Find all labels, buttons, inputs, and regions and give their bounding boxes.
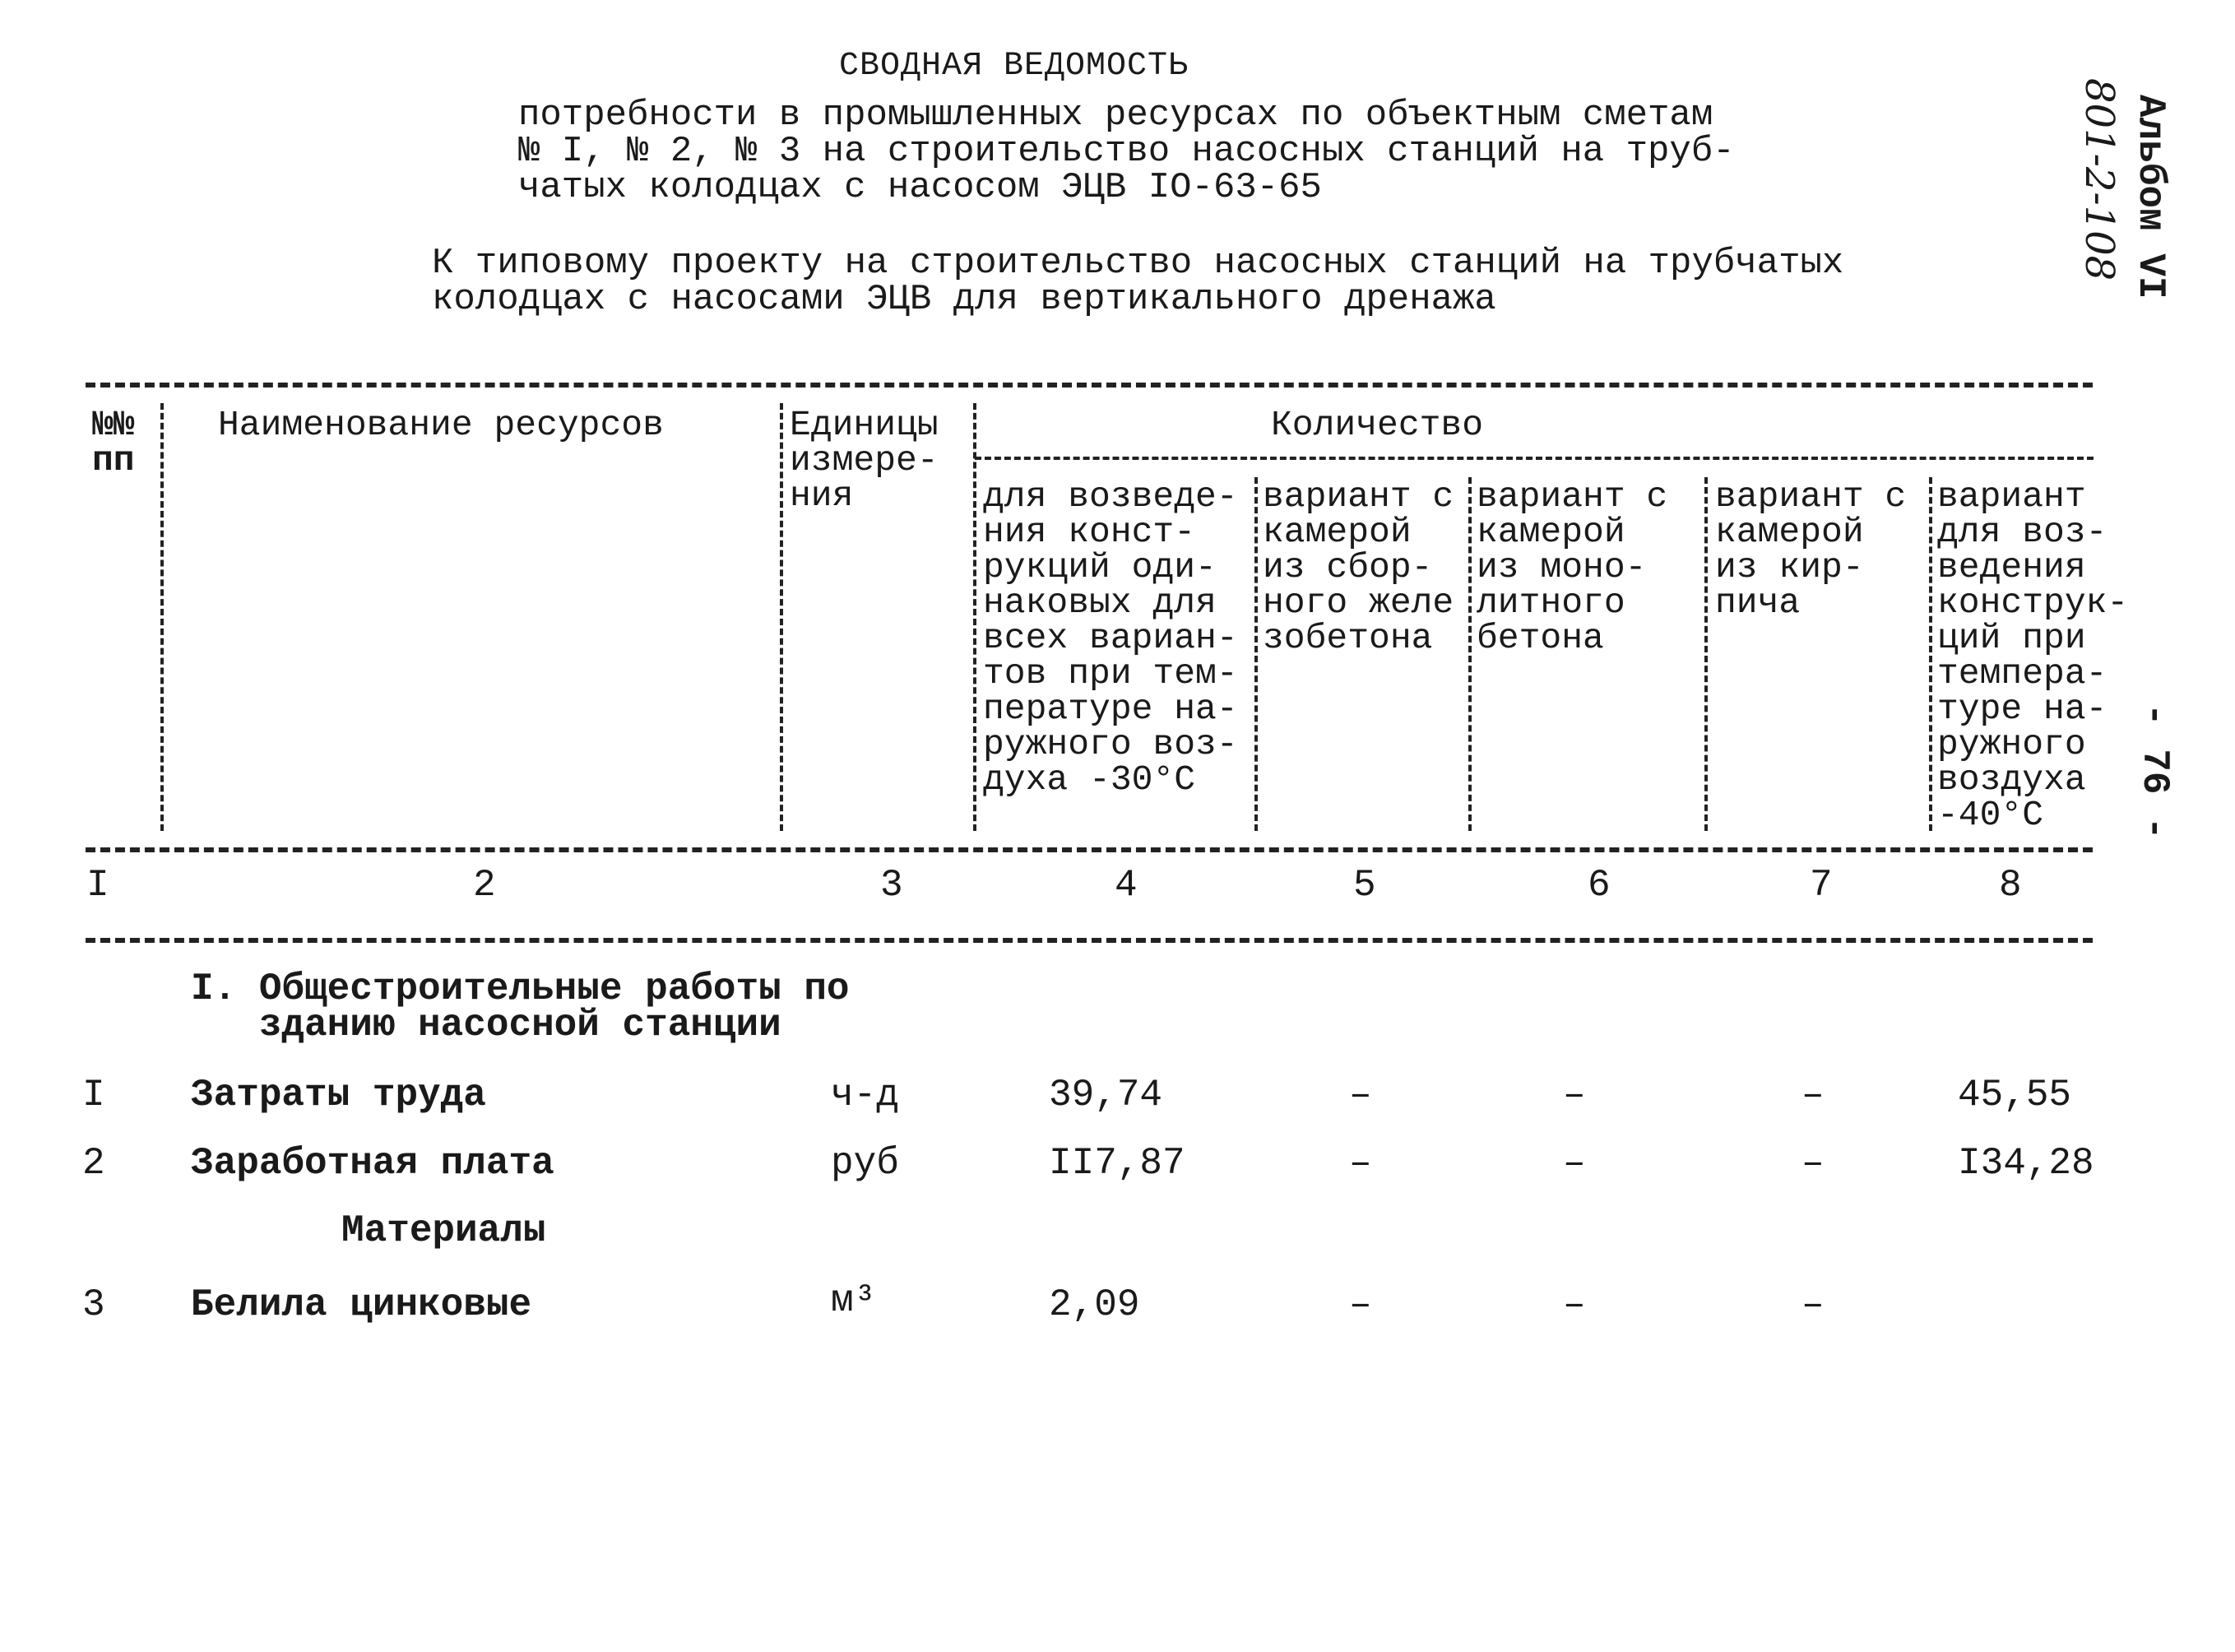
header-name: Наименование ресурсов bbox=[218, 405, 664, 445]
subsection-title: Материалы bbox=[341, 1209, 546, 1252]
table-top-rule bbox=[86, 383, 2093, 387]
header-bottom-rule bbox=[86, 847, 2093, 852]
project-reference bbox=[432, 245, 1843, 318]
header-quantity: Количество bbox=[1271, 405, 1484, 445]
row-num: 3 bbox=[82, 1283, 105, 1326]
col-separator bbox=[1704, 477, 1708, 831]
col-number: 3 bbox=[880, 864, 903, 907]
header-col6: вариант с камерой из моно- литного бетона bbox=[1477, 476, 1668, 658]
header-col4: для возведе- ния конст- рукций оди- наковых для всех вариан- тов при тем- пературе на- ружного воз- духа -30°С bbox=[983, 476, 1238, 800]
document-title: СВОДНАЯ ВЕДОМОСТЬ bbox=[839, 48, 1189, 85]
col-number: 4 bbox=[1115, 864, 1138, 907]
colnum-bottom-rule bbox=[86, 938, 2093, 943]
row-unit: м³ bbox=[831, 1279, 877, 1322]
row-c8: I34,28 bbox=[1958, 1142, 2094, 1185]
subtitle bbox=[518, 97, 1735, 206]
header-col7: вариант с камерой из кир- пича bbox=[1715, 476, 1907, 623]
project-code: 801-2-108 bbox=[2076, 78, 2122, 281]
subtitle-line: потребности в промышленных ресурсах по объектным сметам bbox=[518, 95, 1713, 136]
row-c7: – bbox=[1801, 1283, 1825, 1326]
col-separator bbox=[1929, 477, 1932, 831]
project-line: колодцах с насосами ЭЦВ для вертикального дренажа bbox=[432, 279, 1496, 320]
col-separator bbox=[973, 403, 976, 831]
row-c5: – bbox=[1349, 1283, 1372, 1326]
col-number: 7 bbox=[1810, 864, 1833, 907]
row-c8: 45,55 bbox=[1958, 1074, 2072, 1116]
page-number: - 76 - bbox=[2133, 703, 2176, 840]
col-separator bbox=[1468, 477, 1472, 831]
section-title: I. Общестроительные работы по зданию насосной станции bbox=[191, 968, 850, 1046]
col-number: 8 bbox=[1999, 864, 2022, 907]
row-unit: руб bbox=[831, 1142, 899, 1185]
album-label: Альбом VI bbox=[2129, 95, 2172, 299]
row-c4: 2,09 bbox=[1049, 1283, 1140, 1326]
row-unit: ч-д bbox=[831, 1074, 899, 1116]
subtitle-line: чатых колодцах с насосом ЭЦВ IO-63-65 bbox=[518, 167, 1322, 208]
header-num: №№ пп bbox=[92, 405, 135, 480]
row-num: I bbox=[82, 1074, 105, 1116]
quantity-subheader-rule bbox=[975, 457, 2094, 460]
header-col5: вариант с камерой из сбор- ного желе зобетона bbox=[1263, 476, 1454, 658]
col-separator bbox=[780, 403, 783, 831]
row-c5: – bbox=[1349, 1074, 1372, 1116]
row-c7: – bbox=[1801, 1142, 1825, 1185]
col-number: 6 bbox=[1588, 864, 1611, 907]
col-number: 2 bbox=[473, 864, 496, 907]
header-unit: Единицы измере- ния bbox=[790, 405, 939, 516]
row-name: Заработная плата bbox=[191, 1142, 554, 1185]
project-line: К типовому проекту на строительство насосных станций на трубчатых bbox=[432, 243, 1844, 284]
row-c7: – bbox=[1801, 1074, 1825, 1116]
col-number: 5 bbox=[1353, 864, 1376, 907]
row-c4: 39,74 bbox=[1049, 1074, 1163, 1116]
row-c6: – bbox=[1563, 1283, 1586, 1326]
col-separator bbox=[160, 403, 164, 831]
col-separator bbox=[1254, 477, 1258, 831]
col-number: I bbox=[86, 864, 109, 907]
row-num: 2 bbox=[82, 1142, 105, 1185]
row-c4: II7,87 bbox=[1049, 1142, 1185, 1185]
header-col8: вариант для воз- ведения конструк- ций при темпера- туре на- ружного воздуха -40°С bbox=[1937, 476, 2129, 835]
row-c6: – bbox=[1563, 1142, 1586, 1185]
row-c6: – bbox=[1563, 1074, 1586, 1116]
subtitle-line: № I, № 2, № 3 на строительство насосных станций на труб- bbox=[518, 131, 1735, 172]
row-name: Затраты труда bbox=[191, 1074, 486, 1116]
row-name: Белила цинковые bbox=[191, 1283, 532, 1326]
row-c5: – bbox=[1349, 1142, 1372, 1185]
